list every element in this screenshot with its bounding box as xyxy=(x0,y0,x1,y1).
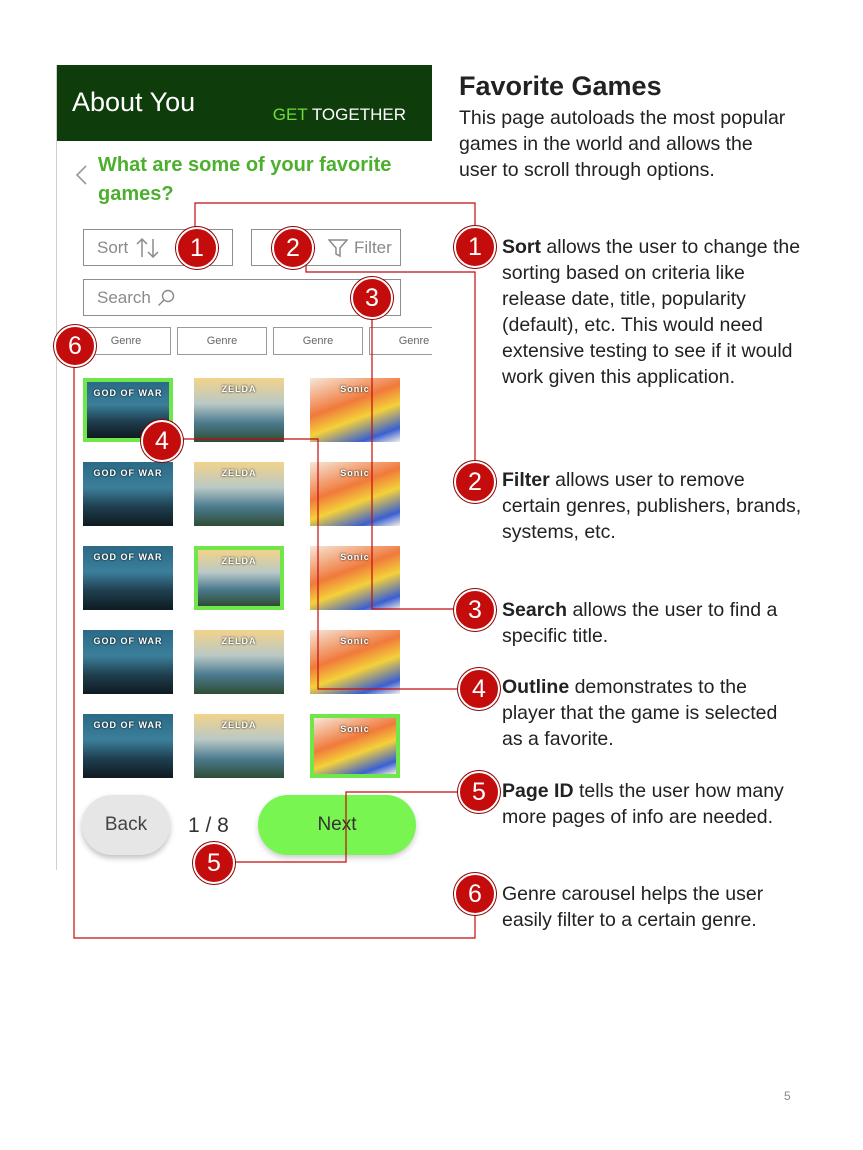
game-tile-gow[interactable] xyxy=(83,462,173,526)
game-tile-sonic[interactable] xyxy=(310,546,400,610)
search-icon xyxy=(157,289,175,307)
cover-title: Sonic xyxy=(340,384,370,394)
note-outline xyxy=(502,674,802,752)
game-tile-sonic[interactable] xyxy=(310,378,400,442)
brand-rest: TOGETHER xyxy=(307,105,406,124)
game-tile-zelda[interactable] xyxy=(194,714,284,778)
brand-accent: GET xyxy=(272,105,308,124)
doc-title: Favorite Games xyxy=(459,71,662,101)
note-page-id xyxy=(502,778,802,830)
page-id: 1 / 8 xyxy=(188,814,229,837)
game-tile-sonic[interactable] xyxy=(310,630,400,694)
brand-logo xyxy=(273,105,406,125)
cover-title: Sonic xyxy=(340,552,370,562)
note-text: allows the user to find a specific title. xyxy=(502,599,778,647)
cover-title: GOD OF WAR xyxy=(93,388,163,398)
note-genre xyxy=(502,881,802,933)
game-tile-zelda[interactable] xyxy=(194,462,284,526)
app-screen xyxy=(56,65,432,870)
game-tile-sonic[interactable] xyxy=(310,462,400,526)
page-question: What are some of your favorite games? xyxy=(98,154,392,205)
genre-chip[interactable]: Genre xyxy=(273,327,363,355)
cover-title: Sonic xyxy=(340,636,370,646)
marker-1: 1 xyxy=(176,227,218,269)
note-text: tells the user how many more pages of info are needed. xyxy=(502,780,784,828)
sort-label: Sort xyxy=(97,238,129,257)
cover-title: GOD OF WAR xyxy=(93,636,163,646)
note-marker-6: 6 xyxy=(454,873,496,915)
note-bold: Outline xyxy=(502,676,570,698)
note-search xyxy=(502,597,802,649)
cover-title: GOD OF WAR xyxy=(93,720,163,730)
game-tile-zelda[interactable] xyxy=(194,546,284,610)
sort-arrows-icon xyxy=(136,237,160,259)
note-marker-5: 5 xyxy=(458,771,500,813)
genre-chip[interactable]: Genre xyxy=(81,327,171,355)
game-tile-gow[interactable] xyxy=(83,630,173,694)
note-text: Genre carousel helps the user easily filter to a certain genre. xyxy=(502,883,764,931)
page-number: 5 xyxy=(784,1089,791,1103)
game-tile-gow[interactable] xyxy=(83,546,173,610)
note-filter xyxy=(502,467,802,545)
marker-4: 4 xyxy=(141,420,183,462)
marker-2: 2 xyxy=(272,227,314,269)
note-bold: Page ID xyxy=(502,780,574,802)
note-bold: Sort xyxy=(502,236,541,258)
chevron-left-icon[interactable] xyxy=(75,165,87,185)
note-bold: Filter xyxy=(502,469,550,491)
cover-title: Sonic xyxy=(340,724,370,734)
next-button[interactable]: Next xyxy=(258,795,416,855)
cover-title: ZELDA xyxy=(221,556,257,566)
game-tile-zelda[interactable] xyxy=(194,378,284,442)
game-tile-gow[interactable] xyxy=(83,714,173,778)
note-text: allows the user to change the sorting based on criteria like release date, title, popularity (default), etc. This would need extensive testing to see if it would work given this application. xyxy=(502,236,801,388)
cover-title: ZELDA xyxy=(221,468,257,478)
genre-chip[interactable]: Genre xyxy=(177,327,267,355)
note-text: demonstrates to the player that the game is selected as a favorite. xyxy=(502,676,778,750)
cover-title: GOD OF WAR xyxy=(93,468,163,478)
game-grid xyxy=(57,370,432,780)
marker-5: 5 xyxy=(193,842,235,884)
cover-title: ZELDA xyxy=(221,384,257,394)
note-sort xyxy=(502,234,802,390)
doc-intro: This page autoloads the most popular games in the world and allows the user to scroll through options. xyxy=(459,107,786,181)
game-tile-sonic[interactable] xyxy=(310,714,400,778)
header-title: About You xyxy=(72,87,196,117)
cover-title: ZELDA xyxy=(221,636,257,646)
cover-title: Sonic xyxy=(340,468,370,478)
marker-3: 3 xyxy=(351,277,393,319)
note-text: allows user to remove certain genres, publishers, brands, systems, etc. xyxy=(502,469,802,543)
app-header xyxy=(57,65,432,141)
genre-chip[interactable]: Genre xyxy=(369,327,432,355)
filter-funnel-icon xyxy=(328,238,348,258)
note-bold: Search xyxy=(502,599,568,621)
marker-6: 6 xyxy=(54,325,96,367)
filter-label: Filter xyxy=(354,238,392,257)
note-marker-2: 2 xyxy=(454,461,496,503)
note-marker-4: 4 xyxy=(458,668,500,710)
note-marker-1: 1 xyxy=(454,226,496,268)
cover-title: GOD OF WAR xyxy=(93,552,163,562)
search-placeholder: Search xyxy=(97,288,151,307)
game-tile-zelda[interactable] xyxy=(194,630,284,694)
back-button[interactable]: Back xyxy=(82,795,170,855)
note-marker-3: 3 xyxy=(454,589,496,631)
cover-title: ZELDA xyxy=(221,720,257,730)
